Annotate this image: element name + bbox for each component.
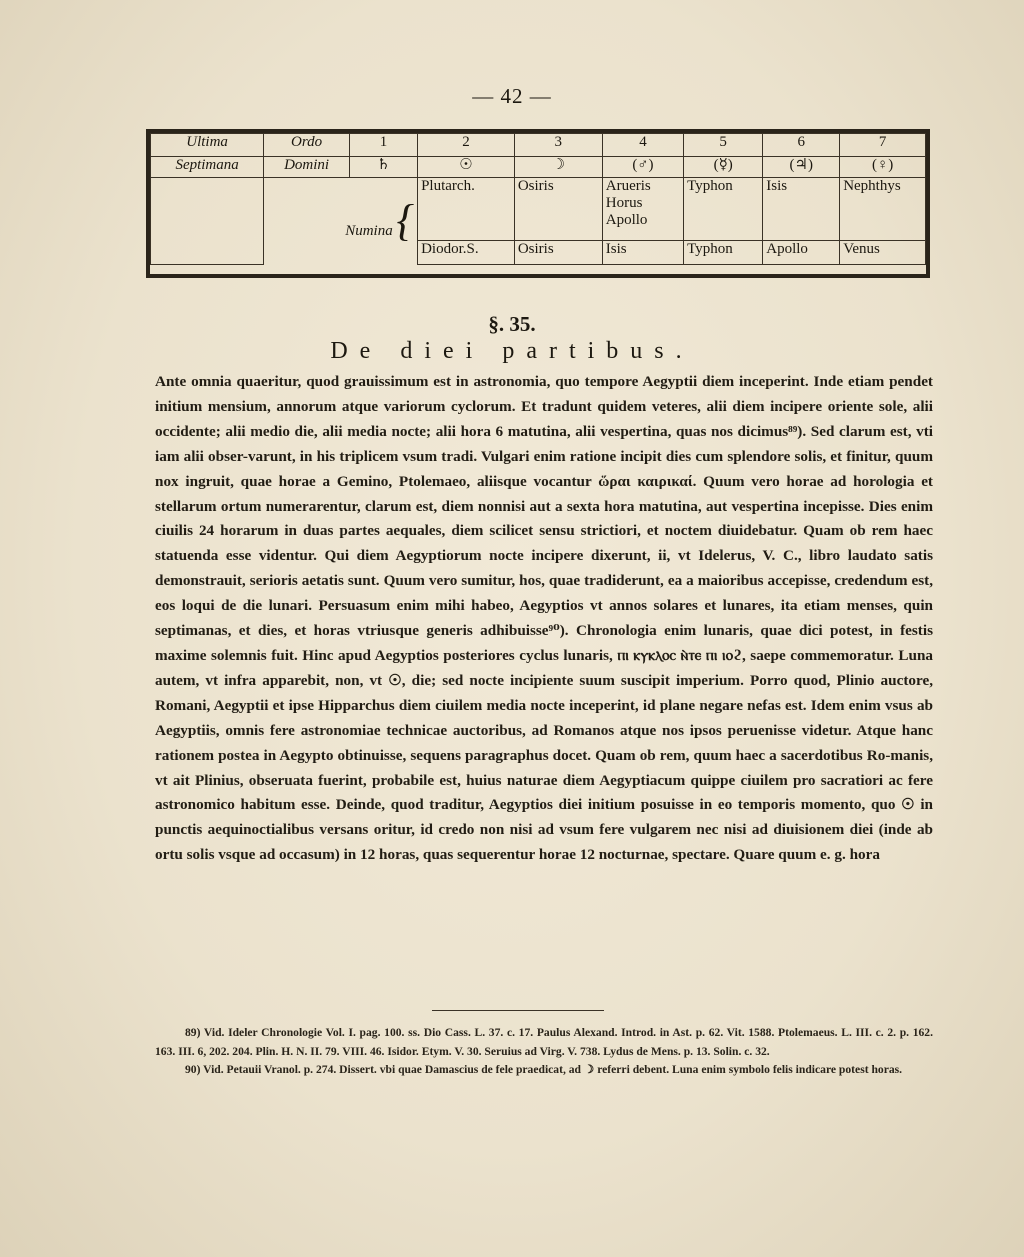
planet-symbol: ☉ [418,157,515,178]
table-header-ultima: Ultima [151,134,264,157]
footnote-rule [432,1010,604,1011]
table-header-septimana: Septimana [151,157,264,178]
numina-label: Numina { [264,178,418,265]
table-cell: Venus [840,240,926,264]
planet-symbol: (☿) [684,157,763,178]
table-header-number: 7 [840,134,926,157]
planet-symbol: (♀) [840,157,926,178]
table-cell: Apollo [763,240,840,264]
section-number: §. 35. [488,312,536,336]
page-number: — 42 — [472,84,552,108]
table-cell: Typhon [684,240,763,264]
main-text [155,370,933,868]
paragraph: Ante omnia quaeritur, quod grauissimum est in astronomia, quo tempore Aegyptii diem inceperint. Inde etiam pendet initium mensium, annorum atque variorum cyclorum. Et tradunt quidem veteres, alii diem incipere oriente sole, alii occidente; alii medio die, alii media nocte; alii hora 6 matutina, alii vespertina, quas nos dicimus⁸⁹). Sed clarum est, vti iam alii obser-varunt, in his triplicem vsum tradi. Vulgari enim ratione incipit dies cum splendore solis, et finitur, quum nox ingruit, quae horae a Gemino, Ptolemaeo, aliisque vocantur ὥραι καιρικαί. Quum vero horae ad horologia et stellarum ortum numerarentur, clarum est, diem nonnisi aut a sexta hora matutina, aut vespertina incepisse. Dies enim ciuilis 24 horarum in duas partes aequales, diem scilicet sensu strictiori, et noctem diuidebatur. Quam ob rem haec statuenda esse videntur. Qui diem Aegyptiorum nocte incipere dixerunt, ii, vt Idelerus, V. C., libro laudato satis demonstrauit, serioris aetatis sunt. Quum vero sumitur, hos, quae tradiderunt, ea a maioribus accepisse, credendum est, eos loqui de die lunari. Persuasum enim mihi habeo, Aegyptios vt annos solares et lunares, ita etiam menses, quin septimanas, et dies, et horas vtriusque generis adhibuisse⁹⁰). Chronologia enim lunaris, quae dici potest, in festis maxime solemnis fuit. Hinc apud Aegyptios posteriores cyclus lunaris, ⲡⲓ ⲕⲩⲕⲗⲟⲥ ⲛ̀ⲧⲉ ⲡⲓ ⲓⲟϩ, saepe commemoratur. Luna autem, vt infra apparebit, non, vt ☉, die; sed nocte incipiente suum suscipit imperium. Porro quod, Plinio auctore, Romani, Aegyptii et ipse Hipparchus diem ciuilem media nocte inceperint, id plane negare nefas est. Idem enim vsus ab Aegyptiis, omnis fere astronomiae technicae auctoribus, ad Romanos atque nos ipsos peruenisse videtur. Atque hanc rationem postea in Aegypto obtinuisse, sequens paragraphus docet. Quam ob rem, quum haec a sacerdotibus Ro-manis, vt ait Plinius, obseruata fuerint, probabile est, huius naturae diem Aegyptiacum quippe ciuilem pro sacratiori ac fere astronomico habitum esse. Deinde, quod traditur, Aegyptios diei initium posuisse in eo temporis momento, quo ☉ in punctis aequinoctialibus versans oritur, id credo non nisi ad vsum fere vulgarem nec nisi ad diuisionem diei (inde ab ortu solis vsque ad occasum) in 12 horas, quas sequerentur horae 12 nocturnae, spectare. Quare quum e. g. hora [155,373,933,864]
table-cell-source: Plutarch. [418,178,515,240]
table-header-domini: Domini [264,157,350,178]
table-cell: Nephthys [840,178,926,240]
table-cell: Osiris [514,240,602,264]
brace-icon: { [396,196,415,246]
footnotes [155,1024,933,1080]
planet-symbol: (♂) [602,157,683,178]
planet-symbol: ♄ [349,157,417,178]
planet-symbol: (♃) [763,157,840,178]
table-header-number: 5 [684,134,763,157]
planet-symbol: ☽ [514,157,602,178]
table-cell: Typhon [684,178,763,240]
table-header-number: 6 [763,134,840,157]
table-header-number: 4 [602,134,683,157]
table-cell: Isis [602,240,683,264]
table-header-number: 1 [349,134,417,157]
footnote: 89) Vid. Ideler Chronologie Vol. I. pag. 100. ss. Dio Cass. L. 37. c. 17. Paulus Alexand. Introd. in Ast. p. 62. Vit. 1588. Ptolemaeus. L. III. c. 2. p. 162. 163. III. 6, 202. 204. Plin. H. N. II. 79. VIII. 46. Isidor. Etym. V. 30. Seruius ad Virg. V. 738. Lydus de Mens. p. 13. Solin. c. 32. [155,1026,933,1058]
table-cell-source: Diodor.S. [418,240,515,264]
numina-table [146,129,930,278]
table-cell: Osiris [514,178,602,240]
table-cell: Isis [763,178,840,240]
table-header-number: 3 [514,134,602,157]
table-header-ordo: Ordo [264,134,350,157]
table-header-number: 2 [418,134,515,157]
table-cell: Arueris Horus Apollo [602,178,683,240]
section-heading: De diei partibus. [330,338,694,364]
footnote: 90) Vid. Petauii Vranol. p. 274. Dissert. vbi quae Damascius de fele praedicat, ad ☽ referri debent. Luna enim symbolo felis indicare potest horas. [185,1063,903,1076]
